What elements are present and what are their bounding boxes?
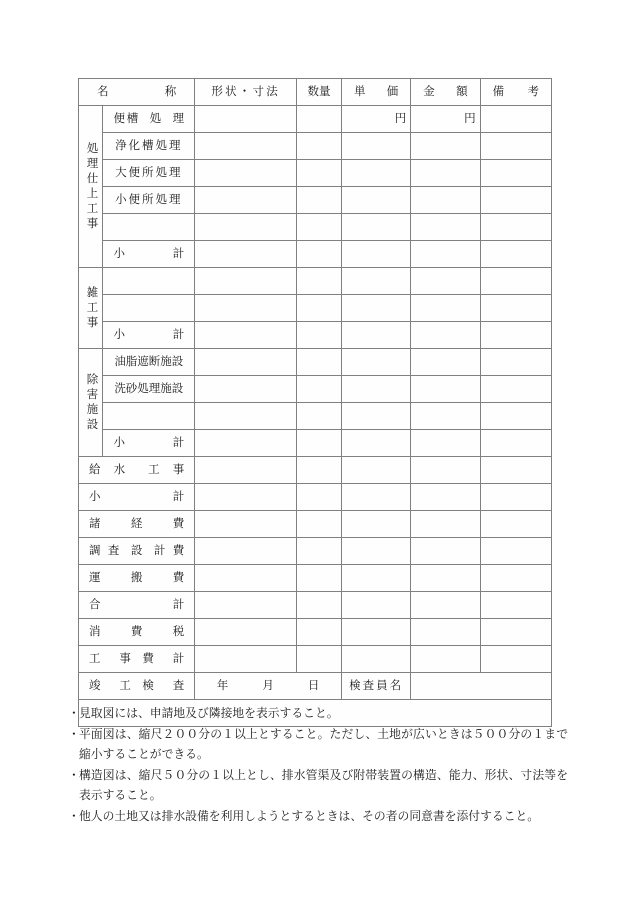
cell-note[interactable] [480, 484, 551, 511]
cell-shape[interactable] [195, 295, 297, 322]
cell-quantity[interactable] [297, 106, 342, 133]
cell-unit-price[interactable] [341, 241, 410, 268]
note-bullet-icon: ・ [68, 706, 80, 720]
group-label-zatsu-koji [79, 268, 103, 349]
item-label-left: 小 [113, 247, 125, 260]
cell-note[interactable] [480, 241, 551, 268]
header-name-right: 称 [164, 85, 177, 98]
cell-unit-price[interactable]: 円 [341, 106, 410, 133]
item-label-right: 槽 処 理 [126, 112, 185, 125]
header-unit-price-right: 価 [386, 85, 399, 98]
cell-quantity[interactable] [297, 646, 342, 673]
cell-note[interactable] [480, 106, 551, 133]
row-label-shokei [79, 484, 195, 511]
item-label-subtotal [103, 322, 195, 349]
row-label-kojihi-kei [79, 646, 195, 673]
note-text: 見取図には、申請地及び隣接地を表示すること。 [79, 706, 339, 720]
cell-shape[interactable] [195, 592, 297, 619]
row-label-left: 工 [89, 652, 101, 665]
cell-note[interactable] [480, 457, 551, 484]
group-label-shori-shiage-koji [79, 106, 103, 268]
cell-unit-price[interactable] [341, 457, 410, 484]
table-row [79, 214, 552, 241]
cell-amount[interactable] [411, 430, 480, 457]
header-cell-quantity: 数量 [297, 79, 342, 106]
cell-note[interactable] [480, 538, 551, 565]
item-label-left: 便 [113, 112, 125, 125]
cell-quantity[interactable] [297, 592, 342, 619]
table-row [79, 160, 552, 187]
cell-note[interactable] [480, 295, 551, 322]
table-row [79, 241, 552, 268]
item-label-yushi-shadan-shisetsu: 油脂遮断施設 [103, 349, 195, 376]
cell-unit-price[interactable] [341, 376, 410, 403]
table-row [79, 403, 552, 430]
note-item [68, 703, 568, 724]
cell-amount[interactable] [411, 322, 480, 349]
cell-quantity[interactable] [297, 565, 342, 592]
cell-amount[interactable] [411, 187, 480, 214]
cell-note[interactable] [480, 160, 551, 187]
row-label-mid: 経 [130, 517, 143, 530]
row-label-gokei [79, 592, 195, 619]
cost-estimate-table [78, 78, 552, 727]
note-item [68, 724, 568, 765]
cell-unit-price[interactable] [341, 484, 410, 511]
row-label-right: 費 [172, 544, 185, 557]
table-row [79, 538, 552, 565]
row-label-left: 運 [89, 571, 101, 584]
row-label-left: 調 [89, 544, 101, 557]
cell-quantity[interactable] [297, 241, 342, 268]
cell-quantity[interactable] [297, 538, 342, 565]
cell-amount[interactable] [411, 619, 480, 646]
cell-note[interactable] [480, 349, 551, 376]
item-label-sensa-shori-shisetsu: 洗砂処理施設 [103, 376, 195, 403]
note-bullet-icon: ・ [68, 808, 80, 823]
cell-quantity[interactable] [297, 214, 342, 241]
date-year-label: 年 [216, 679, 229, 692]
table-row [79, 295, 552, 322]
row-label-left: 竣 [89, 679, 101, 692]
cell-shape[interactable] [195, 619, 297, 646]
cell-amount[interactable] [411, 349, 480, 376]
cost-estimate-table-container [78, 78, 552, 727]
table-row [79, 430, 552, 457]
cell-shape[interactable] [195, 214, 297, 241]
cell-unit-price[interactable] [341, 133, 410, 160]
cell-note[interactable] [480, 403, 551, 430]
cell-shape[interactable] [195, 187, 297, 214]
date-month-label: 月 [262, 679, 274, 692]
row-label-mid: 工 検 [119, 679, 154, 692]
cell-amount[interactable] [411, 646, 480, 673]
table-row [79, 349, 552, 376]
cell-amount[interactable]: 円 [411, 106, 480, 133]
cell-note[interactable] [480, 430, 551, 457]
cell-note[interactable] [480, 511, 551, 538]
row-label-mid: 事 費 [119, 652, 154, 665]
cell-shape[interactable] [195, 322, 297, 349]
header-cell-shape: 形状・寸法 [195, 79, 297, 106]
cell-note[interactable] [480, 214, 551, 241]
cell-quantity[interactable] [297, 484, 342, 511]
table-row [79, 457, 552, 484]
header-note-right: 考 [527, 85, 539, 98]
note-text: 平面図は、縮尺２００分の１以上とすること。ただし、土地が広いときは５００分の１まで縮小することができる。 [79, 726, 568, 761]
cell-unit-price[interactable] [341, 322, 410, 349]
cell-unit-price[interactable] [341, 403, 410, 430]
row-label-mid: 搬 [130, 571, 143, 584]
header-cell-name [79, 79, 195, 106]
row-label-right: 計 [172, 652, 185, 665]
note-bullet-icon: ・ [68, 726, 80, 741]
cell-unit-price[interactable] [341, 349, 410, 376]
cell-unit-price[interactable] [341, 619, 410, 646]
header-note-left: 備 [492, 85, 505, 98]
table-row [79, 106, 552, 133]
cell-quantity[interactable] [297, 295, 342, 322]
row-label-chosa-sekkeihi [79, 538, 195, 565]
table-row [79, 133, 552, 160]
cell-unit-price[interactable] [341, 187, 410, 214]
cell-amount[interactable] [411, 295, 480, 322]
cell-note[interactable] [480, 646, 551, 673]
table-header-row [79, 79, 552, 106]
cell-shape[interactable] [195, 565, 297, 592]
cell-quantity[interactable] [297, 430, 342, 457]
row-label-left: 小 [89, 490, 101, 503]
header-unit-price-left: 単 [353, 85, 366, 98]
table-row [79, 187, 552, 214]
row-label-right: 費 [172, 571, 185, 584]
inspection-date-field[interactable] [195, 673, 342, 700]
cell-quantity[interactable] [297, 403, 342, 430]
inspector-name-field[interactable] [411, 673, 552, 700]
table-row [79, 484, 552, 511]
row-label-shokeihi [79, 511, 195, 538]
table-row [79, 322, 552, 349]
cell-quantity[interactable] [297, 619, 342, 646]
cell-quantity[interactable] [297, 376, 342, 403]
cell-shape[interactable] [195, 430, 297, 457]
row-label-left: 給 [89, 463, 101, 476]
row-label-shunko-kensa [79, 673, 195, 700]
item-label-right: 計 [172, 328, 185, 341]
row-label-right: 計 [172, 598, 185, 611]
item-label-right: 計 [172, 247, 185, 260]
item-label-subtotal [103, 241, 195, 268]
note-bullet-icon: ・ [68, 767, 80, 782]
cell-amount[interactable] [411, 538, 480, 565]
header-name-left: 名 [97, 85, 109, 98]
cell-shape[interactable] [195, 241, 297, 268]
item-label-shobenjo-shori: 小便所処理 [103, 187, 195, 214]
cell-note[interactable] [480, 565, 551, 592]
cell-quantity[interactable] [297, 322, 342, 349]
note-text: 構造図は、縮尺５０分の１以上とし、排水管渠及び附帯装置の構造、能力、形状、寸法等を表示すること。 [79, 767, 568, 802]
cell-note[interactable] [480, 133, 551, 160]
item-label-benso-shori [103, 106, 195, 133]
note-text: 他人の土地又は排水設備を利用しようとするときは、その者の同意書を添付すること。 [79, 808, 540, 823]
cell-amount[interactable] [411, 214, 480, 241]
table-row [79, 511, 552, 538]
table-row [79, 619, 552, 646]
cell-note[interactable] [480, 187, 551, 214]
cell-shape[interactable] [195, 106, 297, 133]
cell-amount[interactable] [411, 484, 480, 511]
row-label-unpanhi [79, 565, 195, 592]
row-label-mid: 水 工 [113, 463, 160, 476]
cell-unit-price[interactable] [341, 268, 410, 295]
row-label-shohizei [79, 619, 195, 646]
date-day-label: 日 [307, 679, 320, 692]
table-row [79, 592, 552, 619]
item-label-right: 計 [172, 436, 185, 449]
cell-unit-price[interactable] [341, 511, 410, 538]
row-label-mid: 査 設 計 [107, 544, 166, 557]
cell-shape[interactable] [195, 268, 297, 295]
header-amount-right: 額 [456, 85, 468, 98]
row-label-mid: 費 [130, 625, 143, 638]
item-label-left: 小 [113, 436, 125, 449]
cell-amount[interactable] [411, 268, 480, 295]
cell-shape[interactable] [195, 484, 297, 511]
item-label-daibenjo-shori: 大便所処理 [103, 160, 195, 187]
group-label-text: 除害施設 [85, 372, 98, 433]
cell-shape[interactable] [195, 457, 297, 484]
cell-amount[interactable] [411, 133, 480, 160]
header-cell-note [480, 79, 551, 106]
item-label-jokaso-shori: 浄化槽処理 [103, 133, 195, 160]
note-item [68, 765, 568, 806]
cell-quantity[interactable] [297, 133, 342, 160]
item-label-blank[interactable] [103, 403, 195, 430]
header-cell-unit-price [341, 79, 410, 106]
cell-unit-price[interactable] [341, 592, 410, 619]
cell-note[interactable] [480, 376, 551, 403]
note-item [68, 806, 568, 827]
cell-unit-price[interactable] [341, 160, 410, 187]
header-cell-amount [411, 79, 480, 106]
inspector-name-label: 検査員名 [341, 673, 410, 700]
cell-note[interactable] [480, 322, 551, 349]
row-label-left: 消 [89, 625, 101, 638]
cell-amount[interactable] [411, 376, 480, 403]
cell-amount[interactable] [411, 457, 480, 484]
row-label-left: 合 [89, 598, 101, 611]
cell-quantity[interactable] [297, 160, 342, 187]
cell-shape[interactable] [195, 349, 297, 376]
cell-shape[interactable] [195, 646, 297, 673]
row-label-right: 査 [172, 679, 185, 692]
cell-unit-price[interactable] [341, 538, 410, 565]
row-label-right: 計 [172, 490, 185, 503]
cell-shape[interactable] [195, 538, 297, 565]
cell-shape[interactable] [195, 511, 297, 538]
cell-amount[interactable] [411, 403, 480, 430]
item-label-left: 小 [113, 328, 125, 341]
cell-quantity[interactable] [297, 457, 342, 484]
group-label-text: 処理仕上工事 [85, 141, 98, 232]
cell-quantity[interactable] [297, 511, 342, 538]
row-label-left: 諸 [89, 517, 101, 530]
group-label-jogai-shisetsu [79, 349, 103, 457]
cell-quantity[interactable] [297, 268, 342, 295]
item-label-blank[interactable] [103, 268, 195, 295]
cell-unit-price[interactable] [341, 214, 410, 241]
table-body [79, 79, 552, 727]
item-label-subtotal [103, 430, 195, 457]
row-label-kyusui-koji [79, 457, 195, 484]
item-label-blank[interactable] [103, 295, 195, 322]
cell-amount[interactable] [411, 160, 480, 187]
table-row [79, 646, 552, 673]
cell-shape[interactable] [195, 160, 297, 187]
table-row [79, 565, 552, 592]
cell-quantity[interactable] [297, 187, 342, 214]
cell-note[interactable] [480, 268, 551, 295]
cell-note[interactable] [480, 592, 551, 619]
cell-unit-price[interactable] [341, 295, 410, 322]
cell-unit-price[interactable] [341, 646, 410, 673]
group-label-text: 雑工事 [85, 285, 98, 331]
row-label-right: 税 [172, 625, 185, 638]
cell-unit-price[interactable] [341, 430, 410, 457]
table-row [79, 376, 552, 403]
cell-amount[interactable] [411, 565, 480, 592]
row-label-right: 事 [172, 463, 185, 476]
cell-shape[interactable] [195, 403, 297, 430]
cell-amount[interactable] [411, 592, 480, 619]
cell-shape[interactable] [195, 133, 297, 160]
cell-amount[interactable] [411, 241, 480, 268]
table-row [79, 268, 552, 295]
cell-unit-price[interactable] [341, 565, 410, 592]
cell-note[interactable] [480, 619, 551, 646]
footer-notes [68, 703, 568, 826]
cell-quantity[interactable] [297, 349, 342, 376]
header-amount-left: 金 [423, 85, 435, 98]
inspection-row [79, 673, 552, 700]
cell-amount[interactable] [411, 511, 480, 538]
item-label-blank[interactable] [103, 214, 195, 241]
row-label-right: 費 [172, 517, 185, 530]
cell-shape[interactable] [195, 376, 297, 403]
